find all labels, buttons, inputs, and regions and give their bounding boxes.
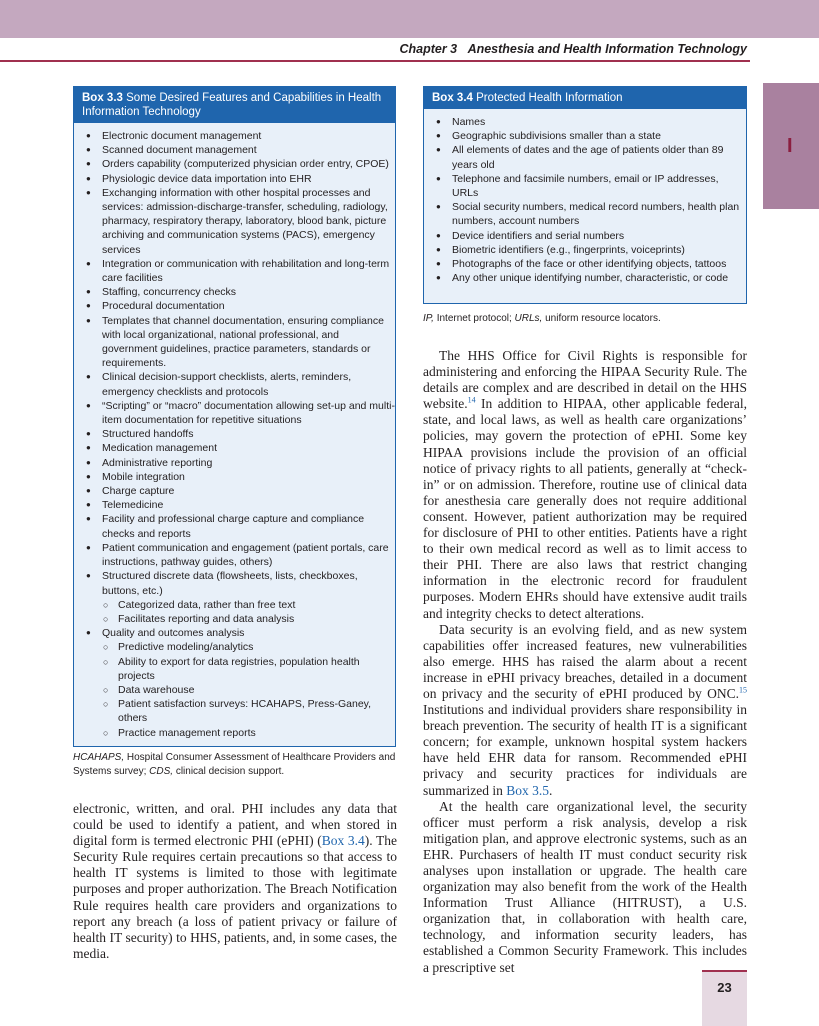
box-3-3	[73, 86, 396, 747]
chapter-title: Anesthesia and Health Information Technology	[467, 42, 747, 56]
box-3-4	[423, 86, 747, 304]
box-3-3-item: ● “Scripting” or “macro” documentation allowing set-up and multi-item documentation for repetitive situations	[74, 399, 395, 427]
box-3-3-item: ● Facility and professional charge capture and compliance checks and reports	[74, 512, 395, 540]
footnote-abbr: IP,	[423, 313, 434, 324]
header-rule	[0, 60, 750, 62]
box-3-4-list	[424, 109, 746, 285]
box-3-4-item: ● Social security numbers, medical record numbers, health plan numbers, account numbers	[424, 200, 746, 228]
reference-15[interactable]: 15	[739, 685, 747, 695]
box-3-3-item: ○ Ability to export for data registries, population health projects	[74, 655, 395, 683]
footnote-def: Hospital Consumer Assessment of Healthcare Providers and Systems survey;	[73, 752, 396, 777]
footnote-def: uniform resource locators.	[542, 313, 661, 324]
box-3-3-item: ● Telemedicine	[74, 498, 395, 512]
box-3-3-label: Box 3.3	[82, 92, 123, 104]
box-3-3-item: ○ Patient satisfaction surveys: HCAHAPS, Press-Ganey, others	[74, 697, 395, 725]
box-3-4-label: Box 3.4	[432, 92, 473, 104]
text-run: The HHS Office for Civil Rights is responsible for administering and enforcing the HIPAA Security Rule. The details are complex and are described in detail on the HHS website.	[423, 348, 747, 412]
text-run: At the health care organizational level, the security officer must perform a risk analysis, develop a risk mitigation plan, and approve electronic systems, such as an EHR. Purchasers of health IT must conduct security risk analyses upon installation or upgrade. The health care organization may also benefit from the work of the Health Information Trust Alliance (HITRUST), a U.S. organization that, in collaboration with health care, technology, and information security leaders, has established a Common Security Framework. This includes a prescriptive set	[423, 798, 747, 975]
footnote-def: clinical decision support.	[173, 765, 285, 777]
box-3-3-item: ○ Practice management reports	[74, 726, 395, 740]
box-3-5-link[interactable]: Box 3.5	[506, 782, 549, 798]
text-run: In addition to HIPAA, other applicable federal, state, and local laws, as well as health care organizations’ policies, may govern the protection of ePHI. Some key HIPAA provisions include the provision of an official notice of privacy rights to all patients, generally at “check-in” or on admission. Therefore, routine use of clinical data for anesthesia care generally does not require additional consent. However, patient authorization may be required for disclosure of PHI to other entities. Patients have a right to their own medical record as well as to limit access to their PHI. There are also laws that restrict changing information in the electronic record for fraudulent purposes. Modern EHRs should have extensive audit trails and integrity checks to detect alterations.	[423, 396, 747, 621]
paragraph	[423, 622, 747, 799]
section-side-tab	[763, 83, 819, 209]
box-3-3-item: ● Structured discrete data (flowsheets, lists, checkboxes, buttons, etc.)	[74, 569, 395, 597]
paragraph	[423, 348, 747, 622]
box-3-4-item: ● Photographs of the face or other identifying objects, tattoos	[424, 257, 746, 271]
box-3-3-item: ○ Categorized data, rather than free text	[74, 598, 395, 612]
box-3-4-item: ● All elements of dates and the age of patients older than 89 years old	[424, 143, 746, 171]
box-3-3-footnote	[73, 751, 403, 778]
box-3-3-item: ● Procedural documentation	[74, 299, 395, 313]
box-3-3-item: ● Staffing, concurrency checks	[74, 285, 395, 299]
chapter-label: Chapter 3	[399, 42, 458, 56]
box-3-3-item: ● Exchanging information with other hospital processes and services: admission-discharge-transfer, scheduling, radiology, pharmacy, respiratory therapy, laboratory, blood bank, picture archiving and communication systems (PACS), emergency services	[74, 186, 395, 257]
page-number: 23	[717, 980, 732, 995]
box-3-4-heading: Protected Health Information	[476, 92, 623, 104]
box-3-3-item: ● Medication management	[74, 441, 395, 455]
box-3-4-footnote	[423, 312, 747, 326]
running-header	[399, 42, 747, 56]
text-run: electronic, written, and oral. PHI includes any data that could be used to identify a patient, and when stored in digital form is termed electronic PHI (ePHI) (	[73, 801, 397, 849]
box-3-3-title	[74, 87, 395, 123]
left-column-text	[73, 801, 397, 962]
box-3-3-list	[74, 123, 395, 740]
footnote-abbr: CDS,	[149, 765, 174, 777]
box-3-3-item: ● Scanned document management	[74, 143, 395, 157]
box-3-3-item: ● Patient communication and engagement (patient portals, care instructions, pathway guides, others)	[74, 541, 395, 569]
footnote-abbr: HCAHAPS,	[73, 752, 125, 763]
box-3-3-item: ● Charge capture	[74, 484, 395, 498]
box-3-3-item: ○ Facilitates reporting and data analysis	[74, 612, 395, 626]
box-3-4-item: ● Any other unique identifying number, characteristic, or code	[424, 271, 746, 285]
box-3-4-item: ● Biometric identifiers (e.g., fingerprints, voiceprints)	[424, 243, 746, 257]
box-3-3-item: ● Mobile integration	[74, 470, 395, 484]
text-run: ). The Security Rule requires certain precautions so that access to health IT systems is limited to those with legitimate purposes and proper authorization. The Breach Notification Rule requires health care providers and organizations to report any breach (a loss of patient privacy or failure of health IT security) to HHS, patients, and, in some cases, the media.	[73, 833, 397, 961]
box-3-3-heading: Some Desired Features and Capabilities in Health Information Technology	[82, 92, 382, 118]
page-number-tab	[702, 970, 747, 1026]
footnote-def: Internet protocol;	[433, 313, 515, 324]
text-run: .	[549, 782, 553, 798]
box-3-3-item: ● Integration or communication with rehabilitation and long-term care facilities	[74, 257, 395, 285]
box-3-3-item: ● Electronic document management	[74, 129, 395, 143]
section-tab-label: I	[787, 135, 793, 157]
box-3-3-item: ● Templates that channel documentation, ensuring compliance with local organizational, national professional, and government guidelines, practice parameters, standards or requirements.	[74, 314, 395, 371]
text-run: Institutions and individual providers share responsibility in breach prevention. The security of health IT is a significant concern; for example, unknown hospital system hackers have held EHR data for ransom. Recommended ePHI privacy and security practices for individuals are summarized in	[423, 702, 747, 798]
box-3-4-item: ● Geographic subdivisions smaller than a state	[424, 129, 746, 143]
text-run: Data security is an evolving field, and as new system capabilities offer increased features, new vulnerabilities also emerge. HHS has raised the alarm about a recent increase in ePHI privacy breaches, detailed in a document on privacy and the security of ePHI produced by ONC.	[423, 621, 747, 701]
box-3-4-title	[424, 87, 746, 109]
box-3-3-item: ● Clinical decision-support checklists, alerts, reminders, emergency checklists and protocols	[74, 370, 395, 398]
box-3-4-item: ● Names	[424, 115, 746, 129]
paragraph	[423, 799, 747, 976]
box-3-3-item: ● Orders capability (computerized physician order entry, CPOE)	[74, 157, 395, 171]
right-column-text	[423, 348, 747, 976]
top-color-band	[0, 0, 819, 38]
box-3-4-item: ● Device identifiers and serial numbers	[424, 229, 746, 243]
footnote-abbr: URLs,	[514, 313, 543, 324]
box-3-3-item: ● Structured handoffs	[74, 427, 395, 441]
box-3-3-item: ● Physiologic device data importation into EHR	[74, 172, 395, 186]
paragraph	[73, 801, 397, 962]
box-3-4-item: ● Telephone and facsimile numbers, email or IP addresses, URLs	[424, 172, 746, 200]
reference-14[interactable]: 14	[467, 395, 476, 405]
box-3-3-item: ○ Predictive modeling/analytics	[74, 640, 395, 654]
box-3-4-link[interactable]: Box 3.4	[321, 833, 365, 849]
box-3-3-item: ○ Data warehouse	[74, 683, 395, 697]
box-3-3-item: ● Administrative reporting	[74, 456, 395, 470]
box-3-3-item: ● Quality and outcomes analysis	[74, 626, 395, 640]
